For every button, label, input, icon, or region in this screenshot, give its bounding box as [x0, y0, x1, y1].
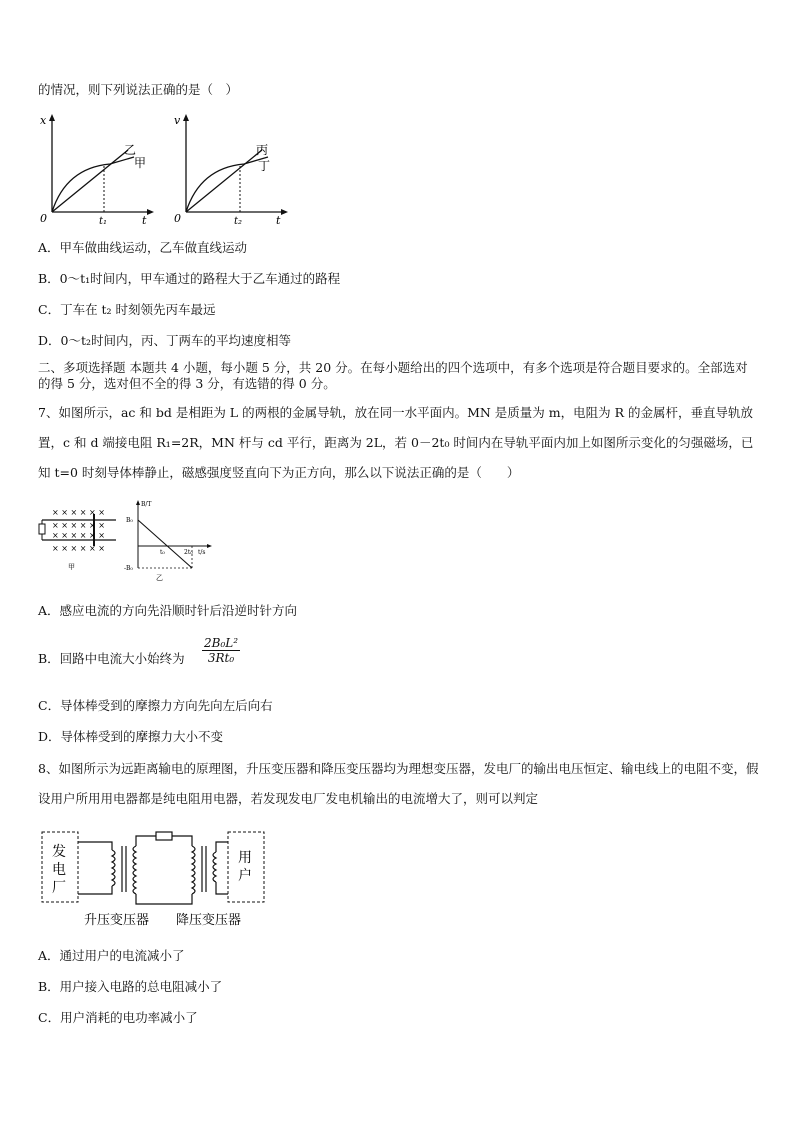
- q7-figure-rails-field: [38, 506, 118, 576]
- q7-figure-bt-graph: [124, 498, 214, 584]
- q7-fig-left-caption: 甲: [68, 563, 75, 571]
- q8-option-c: C．用户消耗的电功率减小了: [38, 1010, 198, 1025]
- q8-stem: 8、如图所示为远距离输电的原理图，升压变压器和降压变压器均为理想变压器，发电厂的输出电压恒定、输电线上的电阻不变，假设用户所用用电器都是纯电阻用电器，若发现发电厂发电机输出的电流增大了，则可以判定: [38, 761, 759, 806]
- q7-fig-right-y-axis: B/T: [141, 501, 152, 508]
- q8-user-char-1: 用: [238, 850, 252, 866]
- q7-stem: 7、如图所示，ac 和 bd 是相距为 L 的两根的金属导轨，放在同一水平面内。MN 是质量为 m，电阻为 R 的金属杆，垂直导轨放置，c 和 d 端接电阻 R₁=2R，MN 杆与 cd 平行，距离为 2L，若 0－2t₀ 时间内在导轨平面内加上如图所示变化的匀强磁场，已知 t=0 时刻导体棒静止，磁感强度竖直向下为正方向，那么以下说法正确的是（ ）: [38, 405, 754, 480]
- q6-fig2-y-axis-label: v: [174, 114, 181, 127]
- q7-option-b-formula: [202, 636, 240, 665]
- q6-fig1-curve-label-yi: 乙: [124, 143, 137, 157]
- q6-fig2-tick-t2: t₂: [234, 216, 243, 227]
- svg-text:× × × × × ×: × × × × × ×: [52, 531, 105, 540]
- q7-fig-right-neg-b0: -B₀: [124, 565, 133, 572]
- q7-option-d: D．导体棒受到的摩擦力大小不变: [38, 729, 224, 744]
- q7-option-b: B．回路中电流大小始终为: [38, 651, 185, 666]
- q6-option-c: C．丁车在 t₂ 时刻领先丙车最远: [38, 302, 216, 317]
- q6-stem-tail: 的情况，则下列说法正确的是（ ）: [38, 82, 239, 97]
- q6-fig2-origin: 0: [174, 212, 181, 225]
- svg-text:× × × × × ×: × × × × × ×: [52, 521, 105, 530]
- q6-figure-vt-graph: [170, 112, 290, 228]
- q6-fig2-curve-label-ding: 丁: [258, 159, 271, 173]
- q6-fig1-tick-t1: t₁: [99, 216, 108, 227]
- section-2-header: 二、多项选择题 本题共 4 小题，每小题 5 分，共 20 分。在每小题给出的四个选项中，有多个选项是符合题目要求的。全部选对的得 5 分，选对但不全的得 3 分，有选错的得 0 分。: [38, 360, 748, 391]
- q6-option-a: A．甲车做曲线运动，乙车做直线运动: [38, 240, 248, 255]
- q6-option-d: D．0～t₂时间内，丙、丁两车的平均速度相等: [38, 333, 292, 348]
- q7-fig-right-caption: 乙: [156, 574, 163, 582]
- q6-fig1-origin: 0: [40, 212, 47, 225]
- q8-option-b: B．用户接入电路的总电阻减小了: [38, 979, 223, 994]
- q7-formula-denominator: 3Rt₀: [207, 651, 235, 665]
- q7-formula-numerator: 2B₀L²: [204, 636, 239, 650]
- q6-fig1-x-axis-label: t: [142, 214, 147, 227]
- q7-fig-right-2t0: 2t₀: [184, 549, 193, 556]
- q6-option-b: B．0～t₁时间内，甲车通过的路程大于乙车通过的路程: [38, 271, 341, 286]
- q6-figure-xt-graph: [36, 112, 156, 228]
- q8-plant-char-1: 发: [52, 844, 66, 860]
- q6-fig1-curve-label-jia: 甲: [134, 156, 147, 170]
- q8-step-up-label: 升压变压器: [84, 913, 150, 928]
- q8-figure-transmission: [40, 824, 272, 932]
- q6-fig2-curve-label-bing: 丙: [256, 143, 269, 157]
- q8-plant-char-2: 电: [52, 862, 66, 878]
- q7-option-c: C．导体棒受到的摩擦力方向先向左后向右: [38, 698, 273, 713]
- q7-fig-right-x-axis: t/s: [198, 549, 206, 556]
- q6-fig2-x-axis-label: t: [276, 214, 281, 227]
- q6-fig1-y-axis-label: x: [40, 114, 47, 127]
- q8-user-char-2: 户: [238, 868, 252, 884]
- q8-option-a: A．通过用户的电流减小了: [38, 948, 185, 963]
- q7-fig-right-b0: B₀: [126, 517, 133, 524]
- q8-step-down-label: 降压变压器: [176, 913, 242, 928]
- q8-plant-char-3: 厂: [52, 880, 66, 896]
- q7-fig-right-t0: t₀: [160, 549, 165, 556]
- q7-option-a: A．感应电流的方向先沿顺时针后沿逆时针方向: [38, 603, 298, 618]
- svg-text:× × × × × ×: × × × × × ×: [52, 508, 105, 517]
- svg-text:× × × × × ×: × × × × × ×: [52, 544, 105, 553]
